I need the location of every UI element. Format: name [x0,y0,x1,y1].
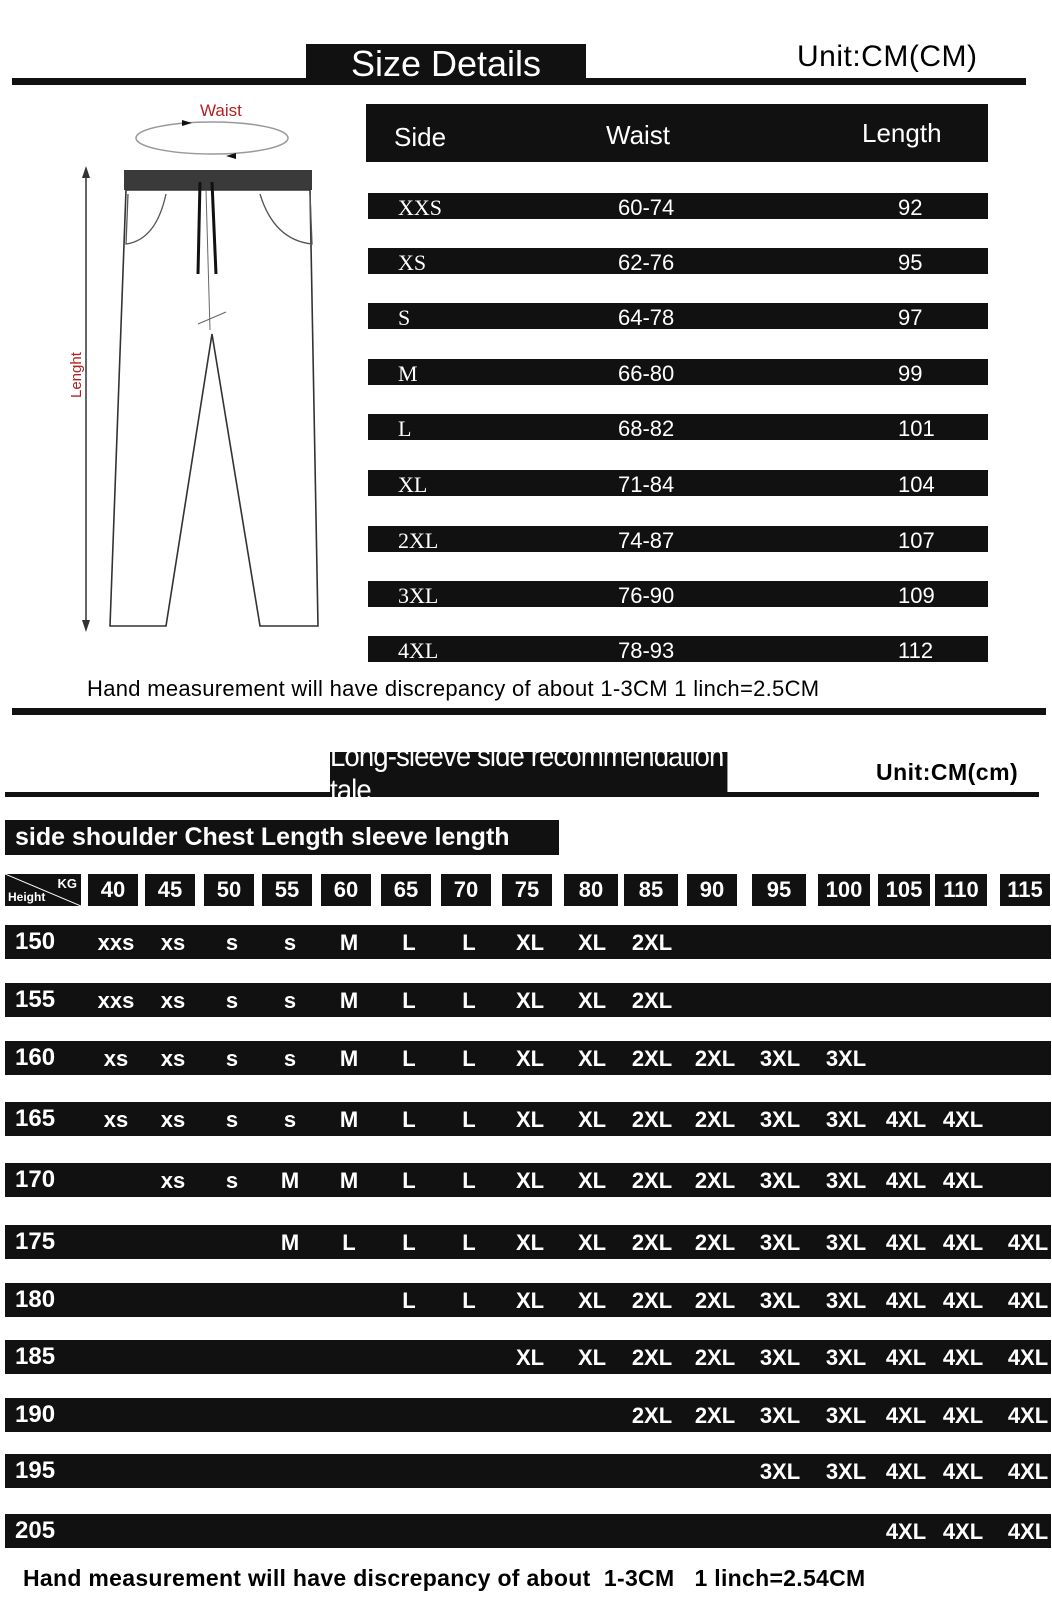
height-cell: 195 [15,1457,56,1484]
size-cell: 2XL [398,528,439,553]
size-cell: XL [515,988,545,1013]
rec-unit: Unit:CM(cm) [876,759,1019,785]
size-cell: 3XL [759,1107,801,1132]
rec-title-text: Long-sleeve side recommendation tale [330,740,724,807]
length-arrow-bottom [82,620,90,632]
weight-header-cell: 55 [262,874,312,906]
size-cell: XL [577,1107,607,1132]
size-cell: L [462,1168,476,1193]
height-cell: 185 [15,1343,56,1370]
size-cell: 2XL [694,1403,736,1428]
rec-row [5,1225,1051,1259]
height-cell: 180 [15,1286,56,1313]
rec-row [5,1163,1051,1197]
length-arrow-top [82,166,90,178]
size-cell: 4XL [885,1459,927,1484]
waist-cell: 60-74 [618,195,675,220]
size-cell: xxs [97,930,135,955]
size-cell: 4XL [885,1107,927,1132]
weight-header-cell: 95 [752,874,806,906]
weight-header-cell: 105 [878,874,930,906]
size-cell: 3XL [759,1168,801,1193]
waist-cell: 78-93 [618,638,675,663]
size-cell: s [283,988,297,1013]
size-cell: 2XL [631,1288,673,1313]
size-row [368,359,988,385]
pants-diagram [60,98,350,638]
weight-header-cell: 115 [1000,874,1050,906]
rec-subheader-text: side shoulder Chest Length sleeve length [15,823,510,851]
size-cell: L [402,930,416,955]
corner-height: Height [8,890,46,904]
size-cell: 2XL [631,1107,673,1132]
rec-row [5,983,1051,1017]
size-row [368,303,988,329]
size-cell: XL [515,1288,545,1313]
size-cell: 2XL [694,1107,736,1132]
size-cell: 4XL [942,1288,984,1313]
waist-arrow-right [182,120,192,126]
rec-row [5,1514,1051,1548]
size-cell: M [339,930,359,955]
height-cell: 155 [15,986,56,1013]
size-cell: 4XL [942,1168,984,1193]
size-cell: M [339,988,359,1013]
waist-cell: 71-84 [618,472,675,497]
size-cell: 2XL [631,1403,673,1428]
header-length: Length [862,118,942,148]
size-cell: 3XL [825,1403,867,1428]
size-cell: M [398,361,418,386]
height-cell: 165 [15,1105,56,1132]
rec-row [5,1454,1051,1488]
weight-header-cell: 60 [321,874,371,906]
size-cell: L [462,930,476,955]
size-cell: 3XL [825,1345,867,1370]
size-row [368,193,988,219]
rec-row [5,1102,1051,1136]
waist-cell: 74-87 [618,528,675,553]
size-table-header [366,104,988,162]
waist-cell: 64-78 [618,305,675,330]
waistband [124,170,312,190]
size-cell: XL [577,1288,607,1313]
height-cell: 160 [15,1044,56,1071]
size-cell: XL [577,1230,607,1255]
height-cell: 190 [15,1401,56,1428]
length-cell: 104 [898,472,935,497]
size-cell: 4XL [885,1230,927,1255]
size-cell: 3XL [825,1046,867,1071]
size-cell: xs [160,1107,186,1132]
size-cell: 3XL [398,583,439,608]
size-cell: 4XL [398,638,439,663]
size-cell: 3XL [825,1459,867,1484]
size-cell: L [398,416,412,441]
waist-ellipse [136,122,288,154]
size-cell: 4XL [885,1288,927,1313]
size-cell: 4XL [1007,1288,1049,1313]
middle-rule [12,708,1046,715]
rec-row [5,1340,1051,1374]
size-cell: xs [160,1046,186,1071]
weight-header-cell: 100 [818,874,870,906]
size-cell: S [398,305,411,330]
weight-header-cell: 65 [381,874,431,906]
rec-note: Hand measurement will have discrepancy of about 1-3CM 1 linch=2.54CM [23,1565,866,1591]
size-cell: s [225,930,239,955]
size-cell: 3XL [759,1046,801,1071]
size-row [368,581,988,607]
size-cell: L [402,1230,416,1255]
size-cell: 3XL [759,1345,801,1370]
size-cell: L [342,1230,356,1255]
length-cell: 97 [898,305,923,330]
weight-header-cell: 90 [687,874,737,906]
size-cell: XL [515,1345,545,1370]
rec-title [330,740,727,807]
height-cell: 175 [15,1228,56,1255]
size-details-title-text: Size Details [350,43,542,84]
size-cell: 2XL [694,1046,736,1071]
size-cell: 4XL [942,1107,984,1132]
size-cell: XL [577,1046,607,1071]
size-row [368,526,988,552]
size-details-note: Hand measurement will have discrepancy of about 1-3CM 1 linch=2.5CM [87,676,820,701]
size-cell: 4XL [1007,1403,1049,1428]
size-cell: 4XL [942,1459,984,1484]
size-cell: 3XL [825,1107,867,1132]
size-cell: L [402,1107,416,1132]
corner-kg: KG [57,876,77,891]
size-cell: s [225,988,239,1013]
length-cell: 101 [898,416,935,441]
size-cell: 4XL [942,1230,984,1255]
size-cell: L [402,988,416,1013]
size-cell: XL [577,930,607,955]
waist-cell: 68-82 [618,416,675,441]
size-cell: L [462,1288,476,1313]
weight-header-cell: 40 [88,874,138,906]
length-cell: 109 [898,583,935,608]
size-cell: s [225,1107,239,1132]
weight-header-cell: 80 [564,874,618,906]
size-cell: M [280,1230,300,1255]
length-cell: 92 [898,195,923,220]
size-cell: L [462,988,476,1013]
corner-cell [5,874,81,906]
size-cell: L [402,1046,416,1071]
size-cell: 4XL [1007,1345,1049,1370]
drawstring-left [198,182,200,274]
waist-cell: 66-80 [618,361,675,386]
weight-header-cell: 50 [204,874,254,906]
size-cell: 3XL [825,1168,867,1193]
length-cell: 112 [898,638,934,663]
length-cell: 107 [898,528,935,553]
size-cell: 4XL [885,1519,927,1544]
size-cell: 4XL [1007,1230,1049,1255]
size-cell: 2XL [631,1230,673,1255]
size-cell: L [402,1288,416,1313]
size-row [368,414,988,440]
size-cell: 4XL [885,1345,927,1370]
size-cell: 2XL [631,930,673,955]
weight-header-cell: 85 [624,874,678,906]
size-cell: xxs [97,988,135,1013]
weight-header-cell: 110 [935,874,987,906]
height-cell: 170 [15,1166,56,1193]
size-row [368,248,988,274]
height-cell: 205 [15,1517,56,1544]
size-cell: 3XL [759,1459,801,1484]
size-cell: M [339,1046,359,1071]
size-cell: s [283,1046,297,1071]
size-cell: 2XL [631,1168,673,1193]
size-cell: L [462,1230,476,1255]
size-cell: XS [398,250,427,275]
size-cell: 4XL [942,1345,984,1370]
rec-row [5,1398,1051,1432]
size-cell: 2XL [694,1168,736,1193]
size-details-title [306,44,586,84]
size-cell: M [339,1168,359,1193]
size-row [368,470,988,496]
size-cell: L [462,1107,476,1132]
size-cell: s [225,1046,239,1071]
size-cell: M [339,1107,359,1132]
header-waist: Waist [606,120,671,150]
size-cell: XL [515,1230,545,1255]
size-cell: xs [160,930,186,955]
rec-row [5,925,1051,959]
size-cell: 2XL [694,1230,736,1255]
waist-cell: 76-90 [618,583,675,608]
size-cell: XL [398,472,428,497]
length-cell: 99 [898,361,923,386]
size-cell: XL [515,930,545,955]
rec-subheader [5,820,559,855]
size-cell: XL [515,1107,545,1132]
size-cell: 2XL [631,1345,673,1370]
size-cell: XL [577,988,607,1013]
header-side: Side [394,122,447,152]
length-label: Lenght [68,352,85,398]
waist-cell: 62-76 [618,250,675,275]
waist-label: Waist [200,101,242,120]
size-cell: s [225,1168,239,1193]
weight-header-cell: 75 [502,874,552,906]
size-cell: 2XL [631,1046,673,1071]
size-cell: XL [577,1345,607,1370]
size-cell: 4XL [1007,1459,1049,1484]
size-cell: xs [160,1168,186,1193]
size-cell: 4XL [942,1519,984,1544]
weight-header-cell: 45 [145,874,195,906]
size-cell: 4XL [885,1403,927,1428]
size-cell: 4XL [885,1168,927,1193]
size-cell: 2XL [631,988,673,1013]
size-cell: xs [160,988,186,1013]
size-cell: 3XL [759,1230,801,1255]
size-cell: 2XL [694,1288,736,1313]
size-cell: 3XL [825,1230,867,1255]
size-cell: s [283,930,297,955]
size-row [368,636,988,662]
size-cell: 4XL [942,1403,984,1428]
rec-row [5,1041,1051,1075]
weight-header-cell: 70 [441,874,491,906]
height-cell: 150 [15,928,56,955]
size-cell: 3XL [825,1288,867,1313]
size-cell: xs [103,1107,129,1132]
length-cell: 95 [898,250,923,275]
size-cell: s [283,1107,297,1132]
size-cell: 3XL [759,1288,801,1313]
size-cell: 2XL [694,1345,736,1370]
rec-row [5,1283,1051,1317]
size-cell: XL [577,1168,607,1193]
size-cell: L [402,1168,416,1193]
size-cell: XXS [398,195,443,220]
size-cell: xs [103,1046,129,1071]
size-cell: XL [515,1046,545,1071]
size-cell: 3XL [759,1403,801,1428]
size-cell: XL [515,1168,545,1193]
size-details-unit: Unit:CM(CM) [797,40,978,73]
size-cell: M [280,1168,300,1193]
size-cell: 4XL [1007,1519,1049,1544]
size-cell: L [462,1046,476,1071]
